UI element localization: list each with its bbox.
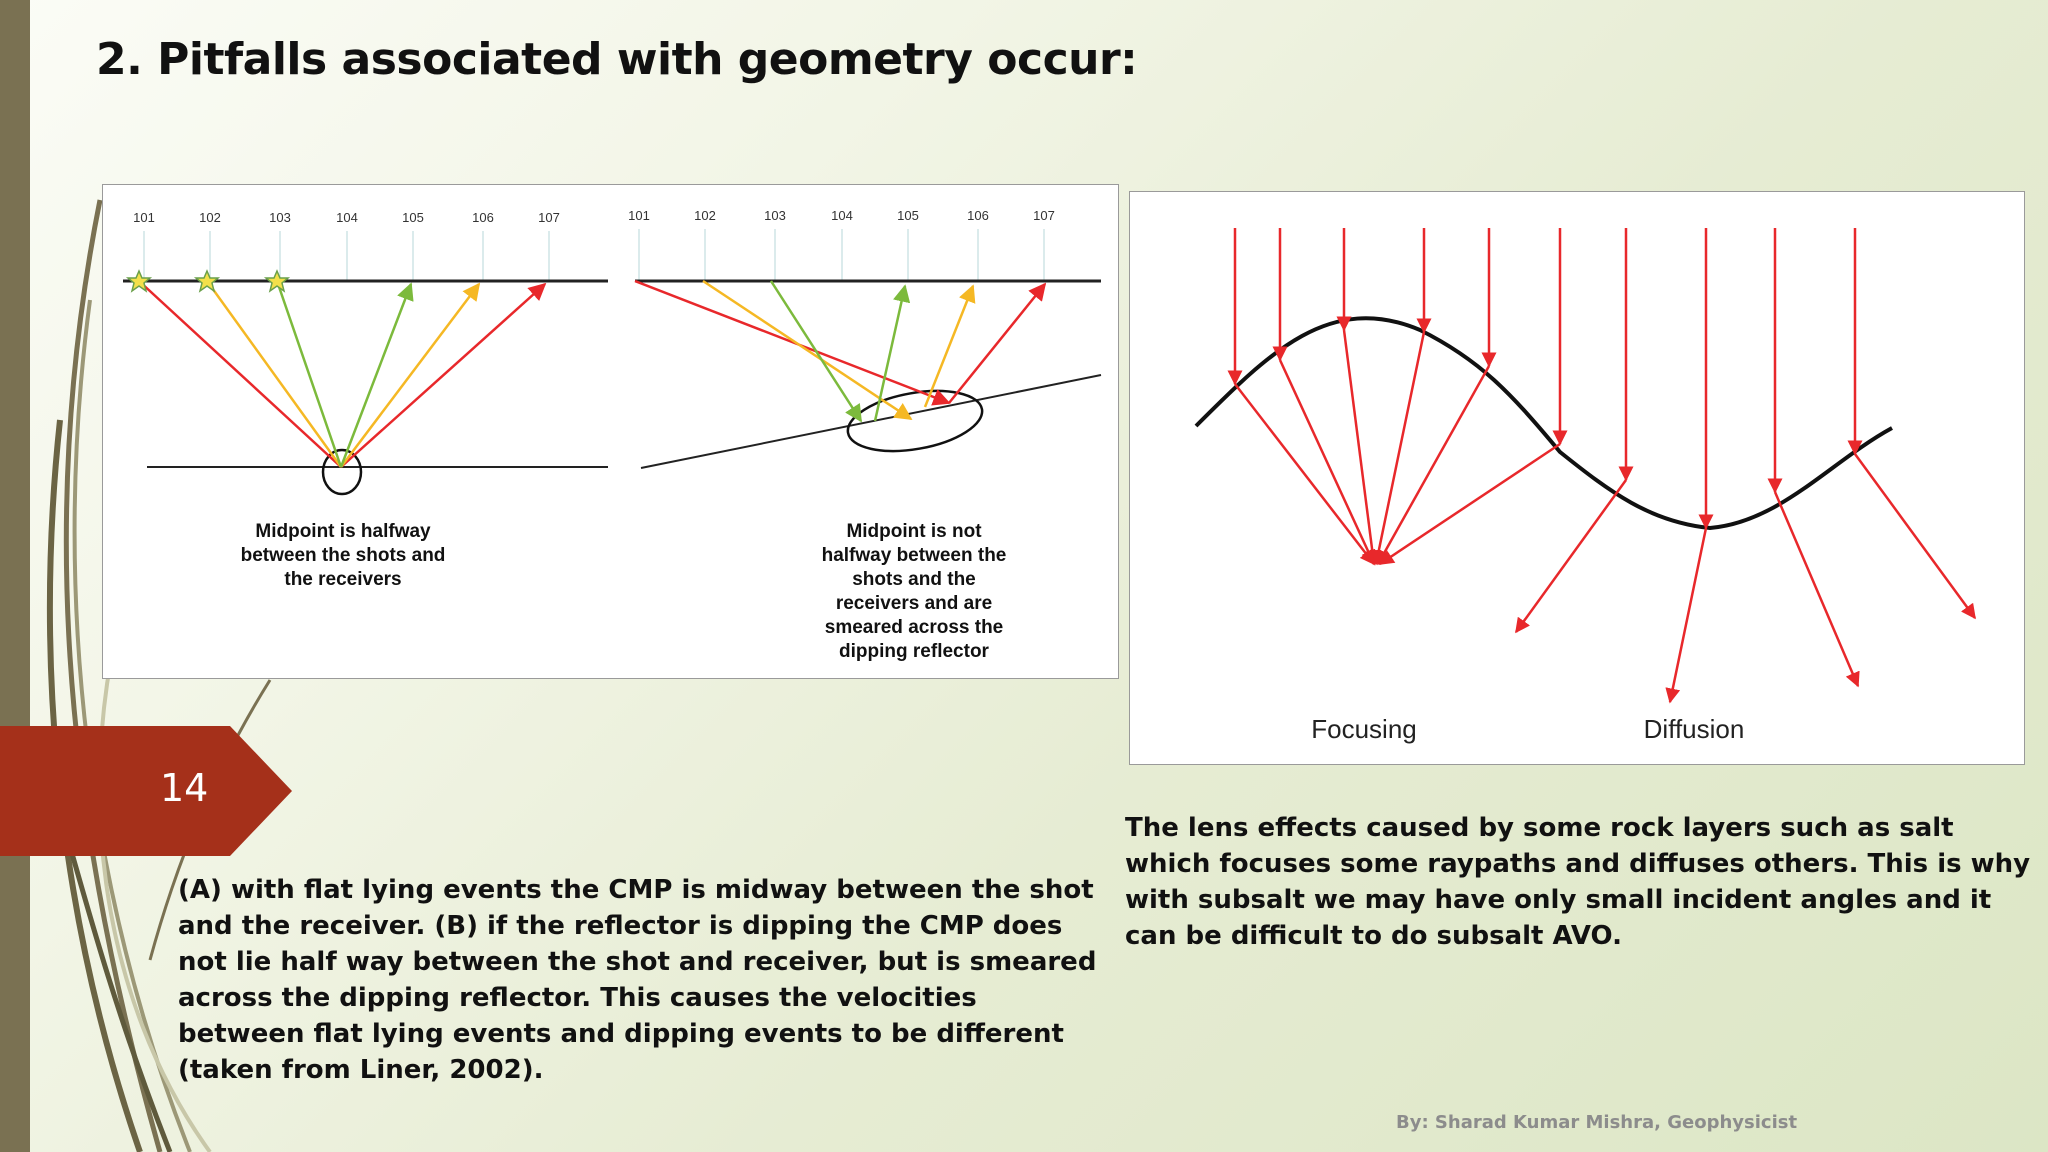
diffusion-label: Diffusion xyxy=(1643,714,1745,744)
ray-down xyxy=(207,281,341,467)
salt-interface xyxy=(1196,318,1892,528)
receiver-label: 106 xyxy=(472,210,494,225)
dip-caption-line: smeared across the xyxy=(824,617,1004,638)
lens-effect-figure xyxy=(1129,191,2025,765)
ray-up xyxy=(875,286,905,421)
receiver-label: 105 xyxy=(897,208,919,223)
ray-up xyxy=(341,284,545,467)
dip-caption-line: receivers and are xyxy=(835,593,993,614)
flat-caption-line: the receivers xyxy=(284,569,402,590)
receiver-label: 107 xyxy=(538,210,560,225)
slide-title: 2. Pitfalls associated with geometry occur: xyxy=(96,34,1138,85)
caption-cmp: (A) with flat lying events the CMP is midway between the shot and the receiver. (B) if the reflector is dipping the CMP does not lie half way between the shot and receiver, but is smeared across the dipping reflector. This causes the velocities between flat lying events and dipping events to be different (taken from Liner, 2002). xyxy=(178,875,1097,1085)
ray-up xyxy=(341,284,411,467)
receiver-label: 107 xyxy=(1033,208,1055,223)
cmp-figure xyxy=(102,184,1119,679)
dip-caption-line: shots and the xyxy=(852,569,976,590)
receiver-label: 103 xyxy=(764,208,786,223)
receiver-label: 101 xyxy=(628,208,650,223)
receiver-label: 105 xyxy=(402,210,424,225)
slide-number-badge xyxy=(0,726,292,856)
shot-star-icon xyxy=(196,271,218,291)
dip-caption-line: dipping reflector xyxy=(839,641,989,662)
receiver-label: 101 xyxy=(133,210,155,225)
ray-up xyxy=(949,284,1045,403)
flat-caption-line: between the shots and xyxy=(240,545,446,566)
dip-caption-line: halfway between the xyxy=(821,545,1007,566)
flat-caption-line: Midpoint is halfway xyxy=(255,521,431,542)
receiver-label: 103 xyxy=(269,210,291,225)
smear-ellipse xyxy=(843,382,987,461)
ray-up xyxy=(341,284,479,467)
receiver-label: 102 xyxy=(694,208,716,223)
receiver-label: 104 xyxy=(336,210,358,225)
focusing-label: Focusing xyxy=(1311,714,1417,744)
caption-lens: The lens effects caused by some rock layers such as salt which focuses some raypaths and diffuses others. This is why with subsalt we may have only small incident angles and it can be difficult to do subsalt AVO. xyxy=(1125,813,2031,951)
slide-number: 14 xyxy=(160,766,209,810)
dip-caption-line: Midpoint is not xyxy=(846,521,982,542)
receiver-label: 106 xyxy=(967,208,989,223)
receiver-label: 104 xyxy=(831,208,853,223)
ray-down xyxy=(771,281,861,421)
shot-star-icon xyxy=(266,271,288,291)
receiver-label: 102 xyxy=(199,210,221,225)
dipping-reflector xyxy=(641,375,1101,468)
ray-down xyxy=(139,281,341,467)
author-credit: By: Sharad Kumar Mishra, Geophysicist xyxy=(1396,1112,1798,1133)
ray-up xyxy=(925,286,973,407)
